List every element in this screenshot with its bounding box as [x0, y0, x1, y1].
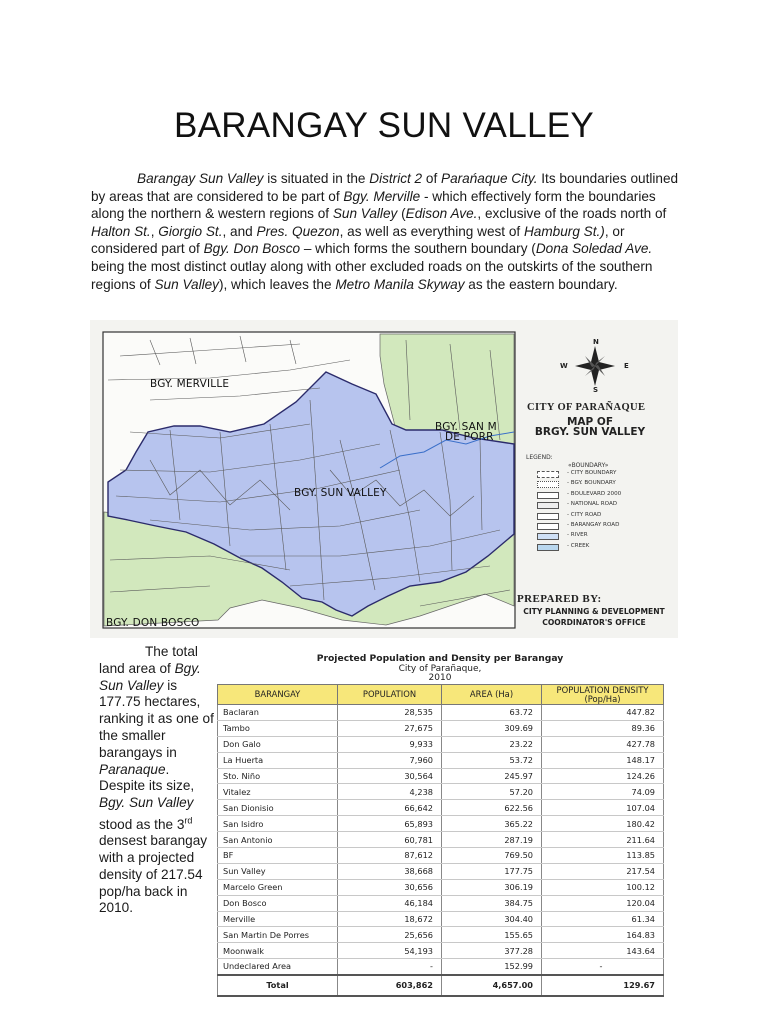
cell-density: 148.17 [542, 752, 664, 768]
intro-segment: Giorgio St. [158, 223, 223, 239]
table-header-row [218, 685, 664, 705]
legend-swatch [537, 533, 559, 540]
intro-paragraph [91, 170, 683, 293]
cell-density: 120.04 [542, 895, 664, 911]
cell-density: 447.82 [542, 705, 664, 721]
cell-barangay: Marcelo Green [218, 879, 338, 895]
legend-label: - BGY. BOUNDARY [567, 480, 616, 487]
cell-area: 53.72 [442, 752, 542, 768]
intro-segment: of [422, 171, 442, 186]
cell-barangay: Undeclared Area [218, 959, 338, 975]
side-paragraph [99, 644, 214, 917]
cell-barangay: San Antonio [218, 832, 338, 848]
cell-barangay: San Dionisio [218, 800, 338, 816]
intro-segment: is situated in the [263, 171, 370, 186]
legend-swatch [537, 502, 559, 509]
intro-segment: ), which leaves the [218, 276, 336, 292]
intro-segment: Bgy. Merville [343, 188, 421, 204]
table-row [218, 959, 664, 975]
intro-segment: Dona Soledad Ave. [535, 241, 653, 257]
label-sun-valley: BGY. SUN VALLEY [294, 487, 387, 499]
table-row [218, 800, 664, 816]
table-row [218, 816, 664, 832]
header-area: AREA (Ha) [442, 685, 542, 705]
cell-barangay: Sto. Niño [218, 768, 338, 784]
cell-area: 23.22 [442, 736, 542, 752]
label-san-martin-1: BGY. SAN M [435, 421, 497, 433]
cell-area: 287.19 [442, 832, 542, 848]
label-don-bosco: BGY. DON BOSCO [106, 617, 200, 629]
cell-area: 365.22 [442, 816, 542, 832]
intro-segment: – which forms the southern boundary ( [300, 241, 536, 257]
cell-density: 427.78 [542, 736, 664, 752]
side-segment: is 177.75 hectares, ranking it as one of the smaller barangays in [99, 677, 214, 760]
intro-segment: Edison Ave. [405, 206, 478, 222]
intro-segment: District 2 [369, 171, 423, 186]
table-body [218, 705, 664, 996]
intro-segment: , or considered part of [91, 223, 625, 257]
table-subtitle-1: City of Parañaque, [398, 664, 482, 674]
cell-population: 30,656 [338, 879, 442, 895]
cell-population: 27,675 [338, 720, 442, 736]
cell-population: 18,672 [338, 911, 442, 927]
table-row [218, 927, 664, 943]
table-row [218, 784, 664, 800]
table-row [218, 768, 664, 784]
cell-area: 63.72 [442, 705, 542, 721]
intro-segment: Metro Manila Skyway [335, 276, 465, 292]
cell-population: 30,564 [338, 768, 442, 784]
legend-swatch [537, 471, 559, 478]
intro-segment: Its boundaries outlined by areas that are considered to be part of [91, 171, 679, 204]
cell-population: 65,893 [338, 816, 442, 832]
cell-density: 143.64 [542, 943, 664, 959]
map-graphic [90, 320, 678, 638]
map-name: BRGY. SUN VALLEY [534, 426, 646, 438]
prepared-org-1: CITY PLANNING & DEVELOPMENT [523, 607, 665, 616]
compass-w: W [560, 362, 568, 370]
legend-label: - CREEK [567, 542, 590, 549]
legend-item [537, 532, 677, 541]
intro-segment: being the most distinct outlay along with other excluded roads on the outskirts of the southern regions of [91, 258, 653, 292]
intro-segment: , [150, 223, 159, 239]
intro-segment: , exclusive of the roads north of [477, 206, 667, 222]
compass-s: S [593, 386, 599, 394]
table-row [218, 895, 664, 911]
header-population: POPULATION [338, 685, 442, 705]
table-row [218, 752, 664, 768]
cell-barangay: Tambo [218, 720, 338, 736]
legend-item [537, 470, 677, 479]
table-subtitle-2: 2010 [428, 673, 452, 683]
intro-segment: - which effectively form the boundaries along the northern & western regions of [91, 188, 656, 222]
legend-label: - NATIONAL ROAD [567, 501, 618, 508]
cell-area: 155.65 [442, 927, 542, 943]
intro-segment: Halton St. [91, 223, 151, 239]
header-density: POPULATION DENSITY (Pop/Ha) [542, 685, 664, 705]
cell-density: 74.09 [542, 784, 664, 800]
cell-population: - [338, 959, 442, 975]
intro-segment: Bgy. Don Bosco [203, 241, 301, 257]
cell-population: 54,193 [338, 943, 442, 959]
cell-population: 46,184 [338, 895, 442, 911]
legend-swatch [537, 544, 559, 551]
side-segment: stood as the 3 [99, 816, 185, 832]
header-barangay: BARANGAY [218, 685, 338, 705]
cell-area: 152.99 [442, 959, 542, 975]
cell-barangay: BF [218, 848, 338, 864]
cell-barangay: La Huerta [218, 752, 338, 768]
compass-e: E [624, 362, 629, 370]
table-row [218, 832, 664, 848]
table-title: Projected Population and Density per Barangay [316, 653, 564, 664]
table-row [218, 879, 664, 895]
table-row [218, 720, 664, 736]
cell-barangay: San Martin De Porres [218, 927, 338, 943]
cell-density: - [542, 959, 664, 975]
intro-segment: as the eastern boundary. [464, 276, 618, 292]
side-segment: densest barangay with a projected density of 217.54 pop/ha back in 2010. [99, 833, 208, 916]
table-row [218, 911, 664, 927]
cell-population: 9,933 [338, 736, 442, 752]
label-merville: BGY. MERVILLE [150, 378, 230, 390]
cell-population: 4,238 [338, 784, 442, 800]
legend-item [537, 522, 677, 531]
legend-item [537, 512, 677, 521]
intro-segment: , and [222, 223, 257, 239]
legend-label: - BARANGAY ROAD [567, 522, 620, 528]
compass-n: N [593, 338, 599, 346]
table-row [218, 736, 664, 752]
intro-segment: , as well as everything west of [339, 223, 524, 239]
cell-barangay: Moonwalk [218, 943, 338, 959]
cell-barangay: Vitalez [218, 784, 338, 800]
prepared-org-2: COORDINATOR'S OFFICE [542, 618, 646, 627]
side-segment: Paranaque [99, 761, 166, 777]
cell-density: 89.36 [542, 720, 664, 736]
side-segment: The total land area of [99, 644, 198, 676]
cell-population: 38,668 [338, 863, 442, 879]
cell-barangay: Don Galo [218, 736, 338, 752]
side-segment: Bgy. Sun Valley [99, 660, 201, 693]
intro-segment: Parańaque City. [441, 171, 538, 186]
cell-barangay: Don Bosco [218, 895, 338, 911]
cell-population: 28,535 [338, 705, 442, 721]
intro-segment: Barangay Sun Valley [137, 171, 264, 186]
intro-segment: ( [397, 206, 406, 222]
cell-barangay: Sun Valley [218, 863, 338, 879]
cell-density: 100.12 [542, 879, 664, 895]
intro-segment: Hamburg St.) [523, 223, 605, 239]
legend-header: «BOUNDARY» [568, 462, 609, 469]
prepared-by: PREPARED BY: [517, 593, 602, 605]
cell-barangay: Baclaran [218, 705, 338, 721]
cell-population: 25,656 [338, 927, 442, 943]
cell-population: 66,642 [338, 800, 442, 816]
cell-density: 107.04 [542, 800, 664, 816]
total-density: 129.67 [542, 975, 664, 996]
cell-population: 7,960 [338, 752, 442, 768]
legend-swatch [537, 523, 559, 530]
intro-segment: Pres. Quezon [256, 223, 340, 239]
cell-area: 769.50 [442, 848, 542, 864]
cell-population: 87,612 [338, 848, 442, 864]
side-text [99, 644, 214, 915]
cell-area: 177.75 [442, 863, 542, 879]
legend-label: - CITY ROAD [567, 511, 602, 518]
label-san-martin-2: DE PORR [445, 431, 494, 443]
legend-title: LEGEND: [526, 454, 553, 461]
table-row [218, 943, 664, 959]
map-figure [90, 320, 678, 638]
cell-area: 245.97 [442, 768, 542, 784]
cell-density: 124.26 [542, 768, 664, 784]
side-segment: . Despite its size, [99, 761, 195, 794]
table-row [218, 705, 664, 721]
cell-density: 113.85 [542, 848, 664, 864]
total-label: Total [218, 975, 338, 996]
side-segment: Bgy. Sun Valley [99, 795, 194, 811]
total-population: 603,862 [338, 975, 442, 996]
cell-density: 211.64 [542, 832, 664, 848]
cell-area: 384.75 [442, 895, 542, 911]
cell-area: 57.20 [442, 784, 542, 800]
cell-area: 377.28 [442, 943, 542, 959]
cell-density: 180.42 [542, 816, 664, 832]
population-table [217, 684, 663, 997]
intro-segment: Sun Valley [154, 276, 219, 292]
intro-text [91, 171, 678, 292]
legend-item [537, 480, 677, 489]
legend-label: - BOULEVARD 2000 [567, 490, 622, 497]
cell-area: 304.40 [442, 911, 542, 927]
cell-barangay: Merville [218, 911, 338, 927]
page-title: BARANGAY SUN VALLEY [173, 106, 595, 145]
cell-area: 622.56 [442, 800, 542, 816]
legend-swatch [537, 513, 559, 520]
map-of: MAP OF [566, 416, 614, 428]
intro-segment: Sun Valley [332, 206, 398, 222]
legend-label: - CITY BOUNDARY [567, 470, 617, 476]
cell-barangay: San Isidro [218, 816, 338, 832]
cell-density: 217.54 [542, 863, 664, 879]
legend-swatch [537, 481, 559, 488]
cell-population: 60,781 [338, 832, 442, 848]
legend-label: - RIVER [567, 532, 588, 539]
cell-density: 164.83 [542, 927, 664, 943]
legend-swatch [537, 492, 559, 499]
cell-area: 306.19 [442, 879, 542, 895]
table-row [218, 863, 664, 879]
table-row [218, 848, 664, 864]
cell-density: 61.34 [542, 911, 664, 927]
map-city: CITY OF PARAÑAQUE [527, 402, 646, 413]
side-segment: rd [184, 814, 193, 825]
legend-item [537, 543, 677, 552]
legend-item [537, 501, 677, 510]
cell-area: 309.69 [442, 720, 542, 736]
total-area: 4,657.00 [442, 975, 542, 996]
table-total-row [218, 975, 664, 996]
legend-item [537, 491, 677, 500]
